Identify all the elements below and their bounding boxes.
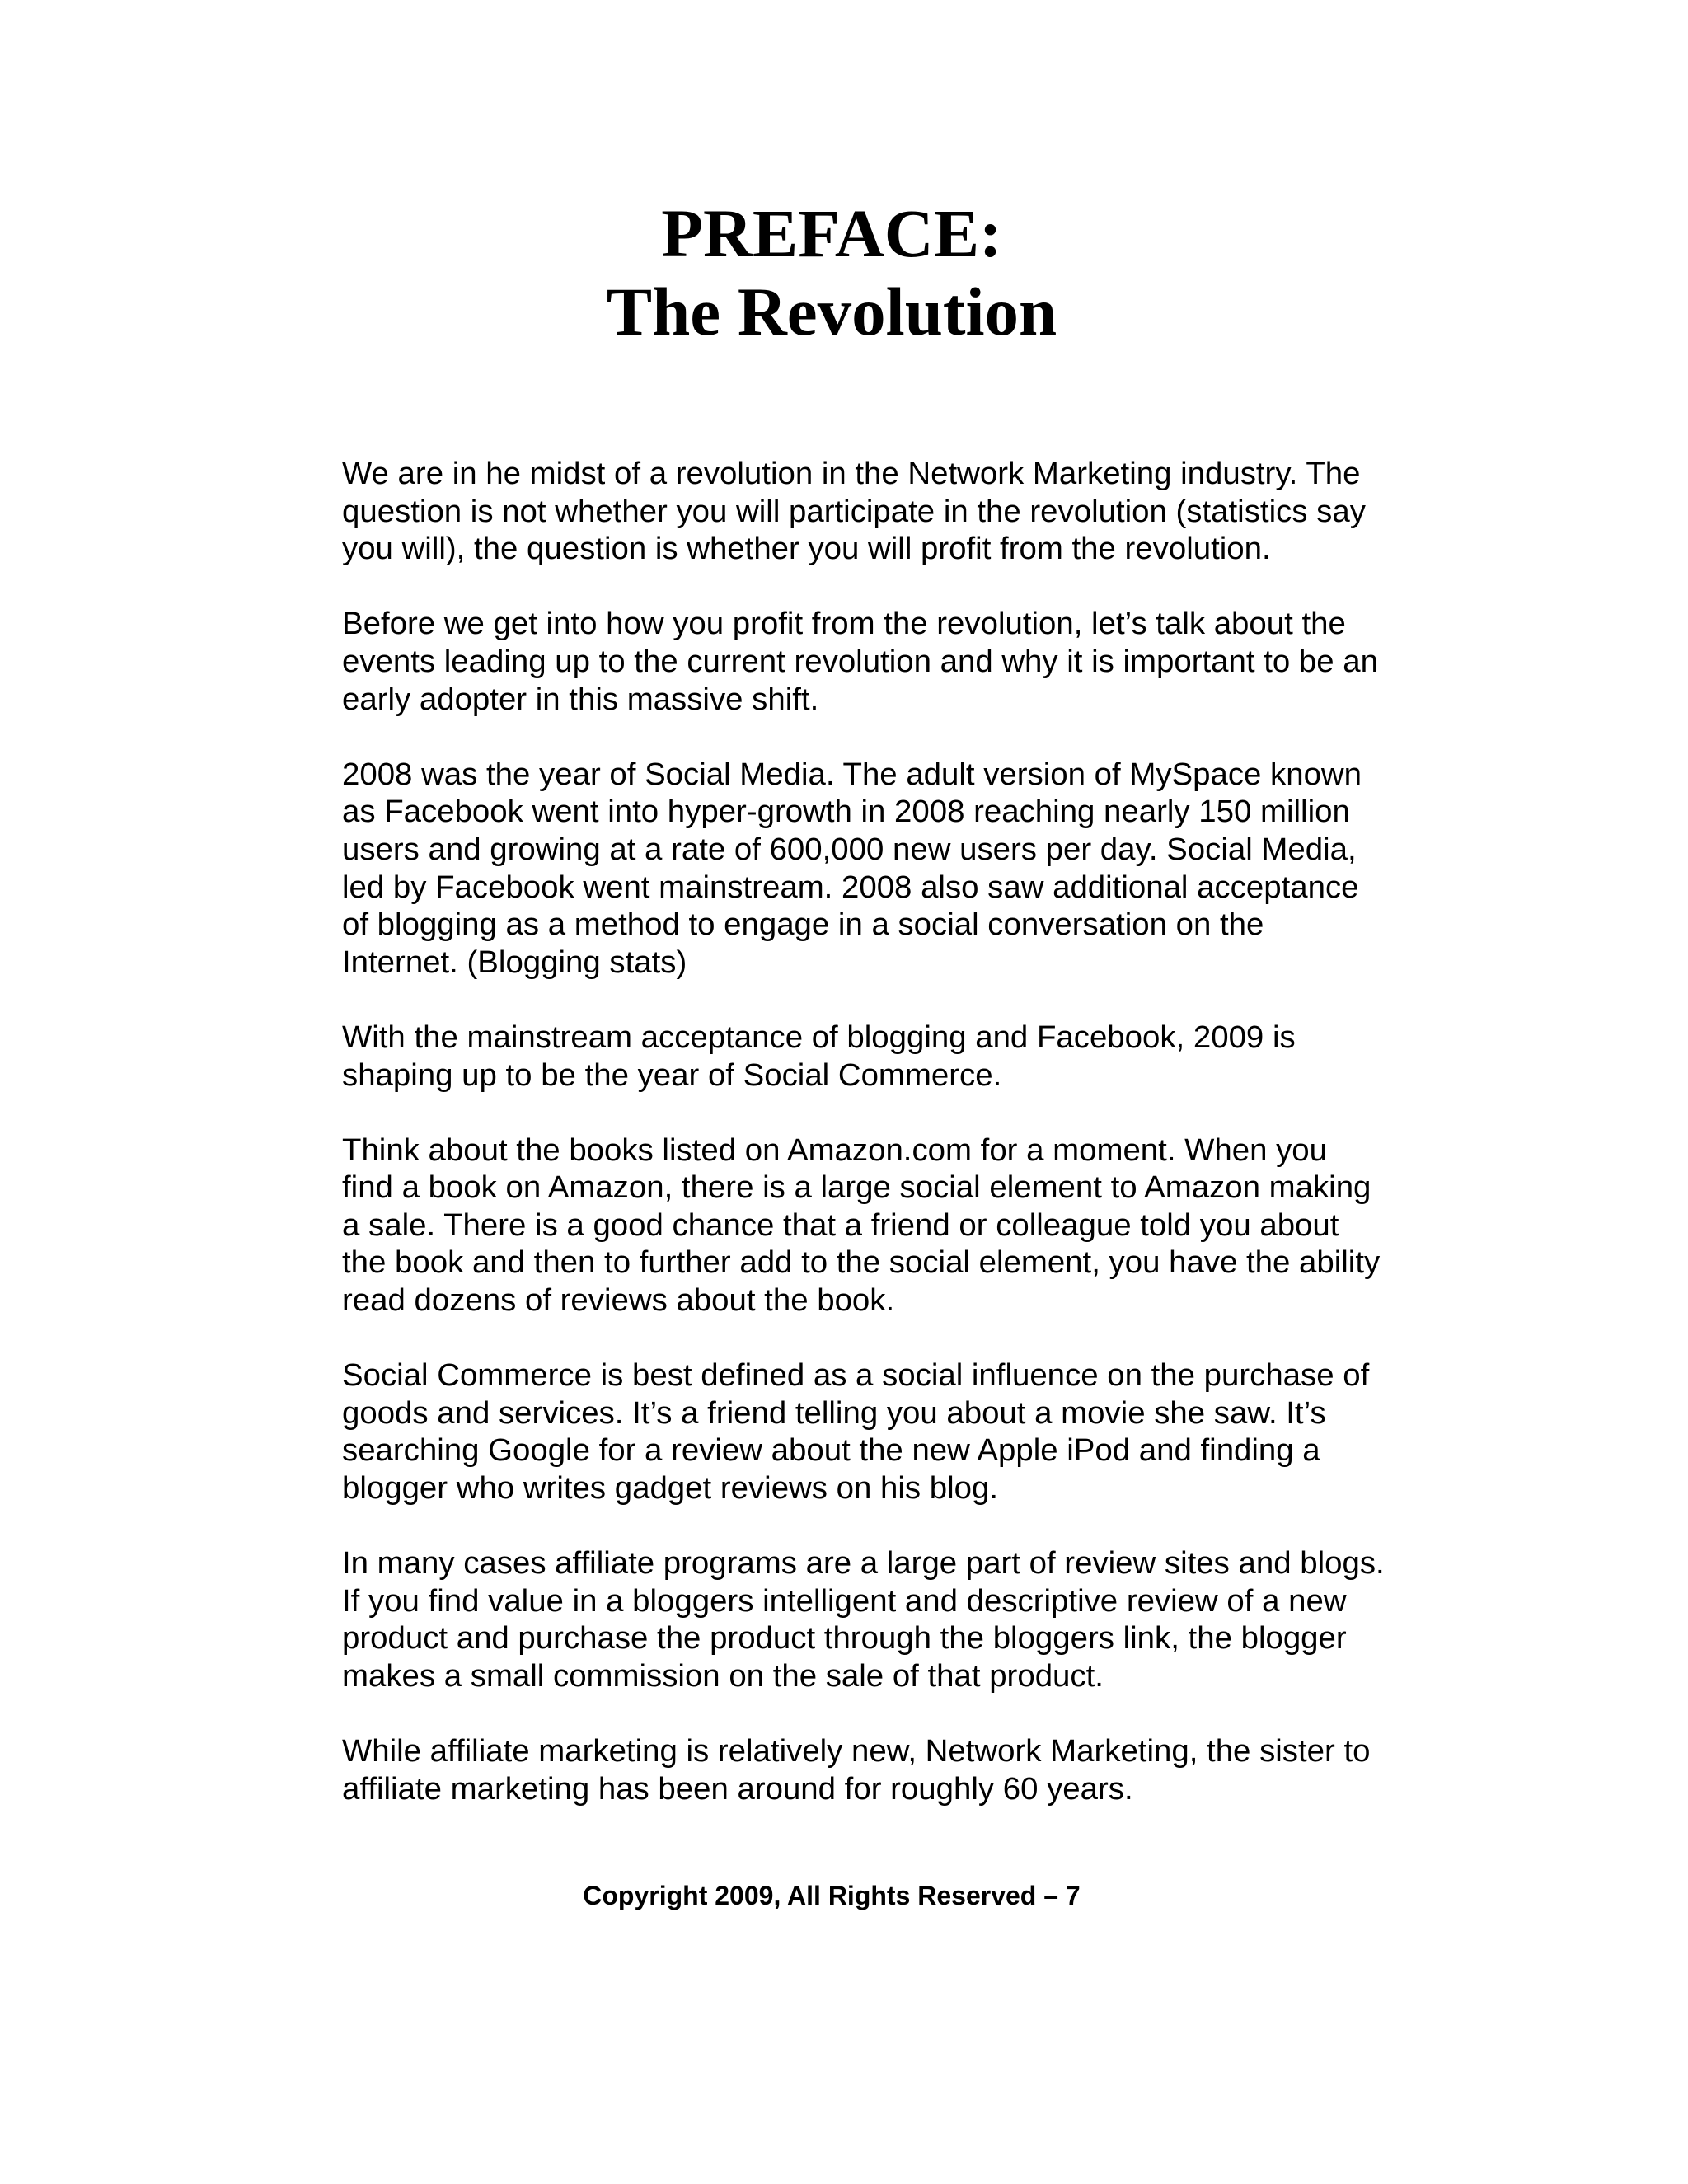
- text-line: makes a small commission on the sale of that product.: [342, 1658, 1104, 1694]
- text-line: Social Commerce is best defined as a social influence on the purchase of: [342, 1357, 1370, 1394]
- title-line-subtitle: The Revolution: [606, 274, 1057, 349]
- paragraph-4: [342, 1019, 1447, 1094]
- text-line: Internet. (Blogging stats): [342, 944, 687, 980]
- text-line: early adopter in this massive shift.: [342, 681, 819, 717]
- text-line: searching Google for a review about the new Apple iPod and finding a: [342, 1432, 1320, 1469]
- text-line: find a book on Amazon, there is a large social element to Amazon making: [342, 1169, 1372, 1206]
- body-text: [342, 455, 1447, 1845]
- paragraph-7: [342, 1544, 1447, 1694]
- paragraph-3: [342, 756, 1447, 982]
- paragraph-1: [342, 455, 1447, 568]
- text-line: users and growing at a rate of 600,000 new users per day. Social Media,: [342, 831, 1357, 867]
- text-line: If you find value in a bloggers intelligent and descriptive review of a new: [342, 1582, 1347, 1619]
- text-line: led by Facebook went mainstream. 2008 also saw additional acceptance: [342, 869, 1359, 905]
- title-line-preface: PREFACE:: [661, 195, 1002, 271]
- text-line: With the mainstream acceptance of blogging and Facebook, 2009 is: [342, 1019, 1296, 1055]
- text-line: a sale. There is a good chance that a friend or colleague told you about: [342, 1207, 1339, 1243]
- paragraph-8: [342, 1732, 1447, 1807]
- text-line: question is not whether you will participate in the revolution (statistics say: [342, 493, 1366, 529]
- text-line: you will), the question is whether you will profit from the revolution.: [342, 531, 1271, 567]
- text-line: affiliate marketing has been around for roughly 60 years.: [342, 1770, 1133, 1807]
- text-line: goods and services. It’s a friend telling you about a movie she saw. It’s: [342, 1394, 1326, 1431]
- text-line: blogger who writes gadget reviews on his blog.: [342, 1470, 998, 1507]
- text-line: Think about the books listed on Amazon.com for a moment. When you: [342, 1132, 1328, 1168]
- paragraph-2: [342, 605, 1447, 718]
- text-line: product and purchase the product through the bloggers link, the blogger: [342, 1620, 1347, 1657]
- text-line: events leading up to the current revolution and why it is important to be an: [342, 643, 1378, 679]
- text-line: Before we get into how you profit from the revolution, let’s talk about the: [342, 606, 1346, 642]
- text-line: shaping up to be the year of Social Commerce.: [342, 1057, 1002, 1093]
- page-title: [0, 194, 1663, 351]
- paragraph-5: [342, 1132, 1447, 1319]
- text-line: In many cases affiliate programs are a large part of review sites and blogs.: [342, 1545, 1385, 1582]
- text-line: as Facebook went into hyper-growth in 2008 reaching nearly 150 million: [342, 794, 1350, 830]
- text-line: the book and then to further add to the social element, you have the ability: [342, 1244, 1381, 1281]
- text-line: read dozens of reviews about the book.: [342, 1282, 895, 1319]
- text-line: 2008 was the year of Social Media. The adult version of MySpace known: [342, 756, 1362, 792]
- paragraph-6: [342, 1357, 1447, 1507]
- text-line: We are in he midst of a revolution in the Network Marketing industry. The: [342, 456, 1361, 491]
- text-line: While affiliate marketing is relatively new, Network Marketing, the sister to: [342, 1733, 1371, 1769]
- page-footer: Copyright 2009, All Rights Reserved – 7: [583, 1881, 1081, 1910]
- text-line: of blogging as a method to engage in a social conversation on the: [342, 907, 1264, 943]
